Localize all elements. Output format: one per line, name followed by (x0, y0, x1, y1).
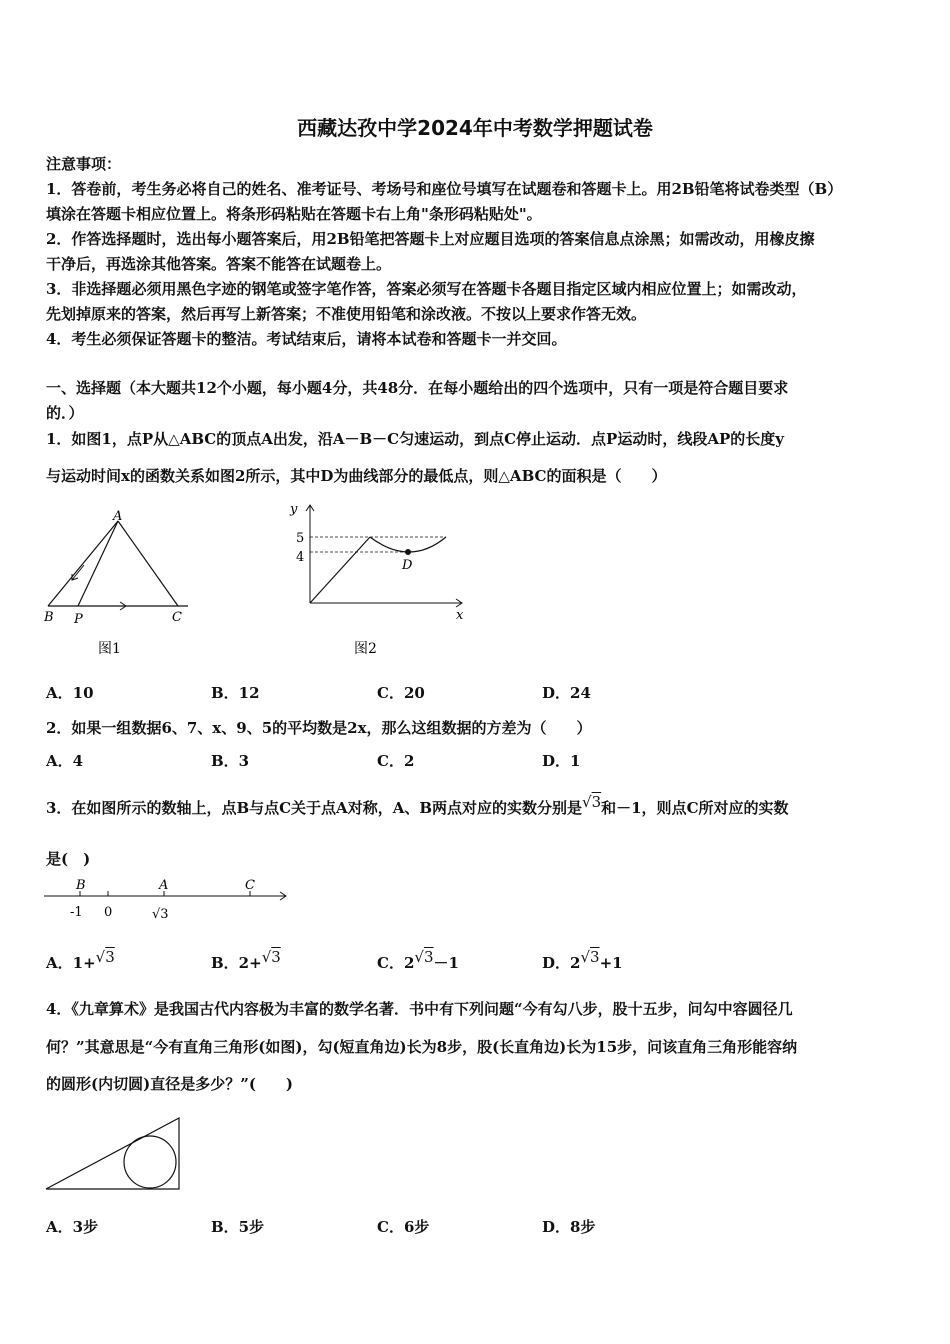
vertex-c-label: C (172, 610, 182, 625)
q4-text: 4．《九章算术》是我国古代内容极为丰富的数学名著．书中有下列问题“今有勾八步，股十五步，问勾中容圆径几 (46, 1000, 793, 1018)
q4-option-a[interactable]: A．3步 (46, 1218, 99, 1236)
sqrt-expression: √3 (582, 793, 602, 811)
option-suffix: －1 (433, 954, 459, 972)
q1-figure-2 (278, 497, 478, 667)
tick-neg1-label: -1 (70, 905, 83, 920)
notes-line: 填涂在答题卡相应位置上。将条形码粘贴在答题卡右上角"条形码粘贴处"。 (46, 205, 542, 223)
q3-text-cont: 是( ) (46, 850, 91, 868)
q4-option-b[interactable]: B．5步 (211, 1218, 265, 1236)
notes-line: 2．作答选择题时，选出每小题答案后，用2B铅笔把答题卡上对应题目选项的答案信息点涂黑；如需改动，用橡皮擦 (46, 230, 815, 248)
figure-2-caption: 图2 (354, 641, 377, 657)
q4-text: 的圆形(内切圆)直径是多少？”( ) (46, 1075, 294, 1093)
x-axis-label: x (456, 608, 464, 623)
notes-line: 1．答卷前，考生务必将自己的姓名、准考证号、考场号和座位号填写在试题卷和答题卡上。用2B铅笔将试卷类型（B） (46, 180, 843, 198)
q1-option-c[interactable]: C．20 (377, 684, 425, 702)
radicand: 3 (423, 948, 434, 966)
vertex-b-label: B (44, 610, 54, 625)
tick-5-label: 5 (296, 531, 305, 546)
sqrt-expression: √3 (414, 948, 434, 966)
option-prefix: C．2 (377, 954, 415, 972)
vertex-a-label: A (113, 509, 123, 524)
radicand: 3 (590, 948, 600, 966)
notes-line: 3．非选择题必须用黑色字迹的钢笔或签字笔作答，答案必须写在答题卡各题目指定区域内相应位置上；如需改动， (46, 280, 807, 298)
q3-option-a[interactable] (46, 948, 115, 973)
q1-text: 1．如图1，点P从△ABC的顶点A出发，沿A－B－C匀速运动，到点C停止运动．点P运动时，线段AP的长度y (46, 430, 784, 448)
q1-figure-1 (40, 505, 200, 665)
q3-option-b[interactable] (211, 948, 281, 973)
option-prefix: D．2 (542, 954, 581, 972)
q2-option-d[interactable]: D．1 (542, 752, 581, 770)
q3-option-c[interactable] (377, 948, 459, 973)
q4-option-d[interactable]: D．8步 (542, 1218, 596, 1236)
sqrt-expression: √3 (95, 948, 115, 966)
tick-0-label: 0 (104, 905, 113, 920)
q4-triangle-figure (40, 1110, 190, 1196)
q2-option-c[interactable]: C．2 (377, 752, 415, 770)
page-title: 西藏达孜中学2024年中考数学押题试卷 (297, 116, 653, 140)
notes-line: 干净后，再选涂其他答案。答案不能答在试题卷上。 (46, 255, 392, 273)
radicand: 3 (591, 793, 602, 811)
q1-option-d[interactable]: D．24 (542, 684, 591, 702)
q4-option-c[interactable]: C．6步 (377, 1218, 430, 1236)
option-prefix: A．1+ (46, 954, 96, 972)
q1-text: 与运动时间x的函数关系如图2所示，其中D为曲线部分的最低点，则△ABC的面积是（ ） (46, 467, 667, 485)
point-d-label: D (402, 558, 413, 573)
q2-option-a[interactable]: A．4 (46, 752, 84, 770)
sqrt-expression: √3 (580, 948, 600, 966)
point-a-label: A (159, 878, 169, 893)
y-axis-label: y (290, 502, 298, 517)
sqrt-expression: √3 (261, 948, 281, 966)
q2-option-b[interactable]: B．3 (211, 752, 250, 770)
q1-option-b[interactable]: B．12 (211, 684, 260, 702)
point-c-label: C (245, 878, 255, 893)
section-heading: 一、选择题（本大题共12个小题，每小题4分，共48分．在每小题给出的四个选项中，只有一项是符合题目要求 (46, 379, 789, 397)
tick-sqrt3-label: √3 (152, 907, 169, 922)
q1-option-a[interactable]: A．10 (46, 684, 94, 702)
tick-4-label: 4 (296, 550, 305, 565)
point-p-label: P (74, 612, 83, 627)
q3-option-d[interactable] (542, 948, 623, 973)
notes-heading: 注意事项： (46, 155, 122, 173)
q3-text-part-b: 和－1，则点C所对应的实数 (601, 799, 789, 817)
q3-text (46, 793, 789, 818)
notes-line: 4．考生必须保证答题卡的整洁。考试结束后，请将本试卷和答题卡一并交回。 (46, 330, 567, 348)
option-prefix: B．2+ (211, 954, 262, 972)
point-b-label: B (76, 878, 86, 893)
radicand: 3 (271, 948, 281, 966)
figure-1-caption: 图1 (98, 641, 121, 657)
q3-text-part-a: 3．在如图所示的数轴上，点B与点C关于点A对称，A、B两点对应的实数分别是 (46, 799, 583, 817)
q2-text: 2．如果一组数据6、7、x、9、5的平均数是2x，那么这组数据的方差为（ ） (46, 719, 592, 737)
notes-line: 先划掉原来的答案，然后再写上新答案；不准使用铅笔和涂改液。不按以上要求作答无效。 (46, 305, 647, 323)
q3-number-line (40, 872, 300, 928)
radicand: 3 (105, 948, 115, 966)
option-suffix: +1 (599, 954, 623, 972)
q4-text: 何？”其意思是“今有直角三角形(如图)，勾(短直角边)长为8步，股(长直角边)长为15步，问该直角三角形能容纳 (46, 1038, 798, 1056)
section-heading-cont: 的．） (46, 404, 84, 422)
